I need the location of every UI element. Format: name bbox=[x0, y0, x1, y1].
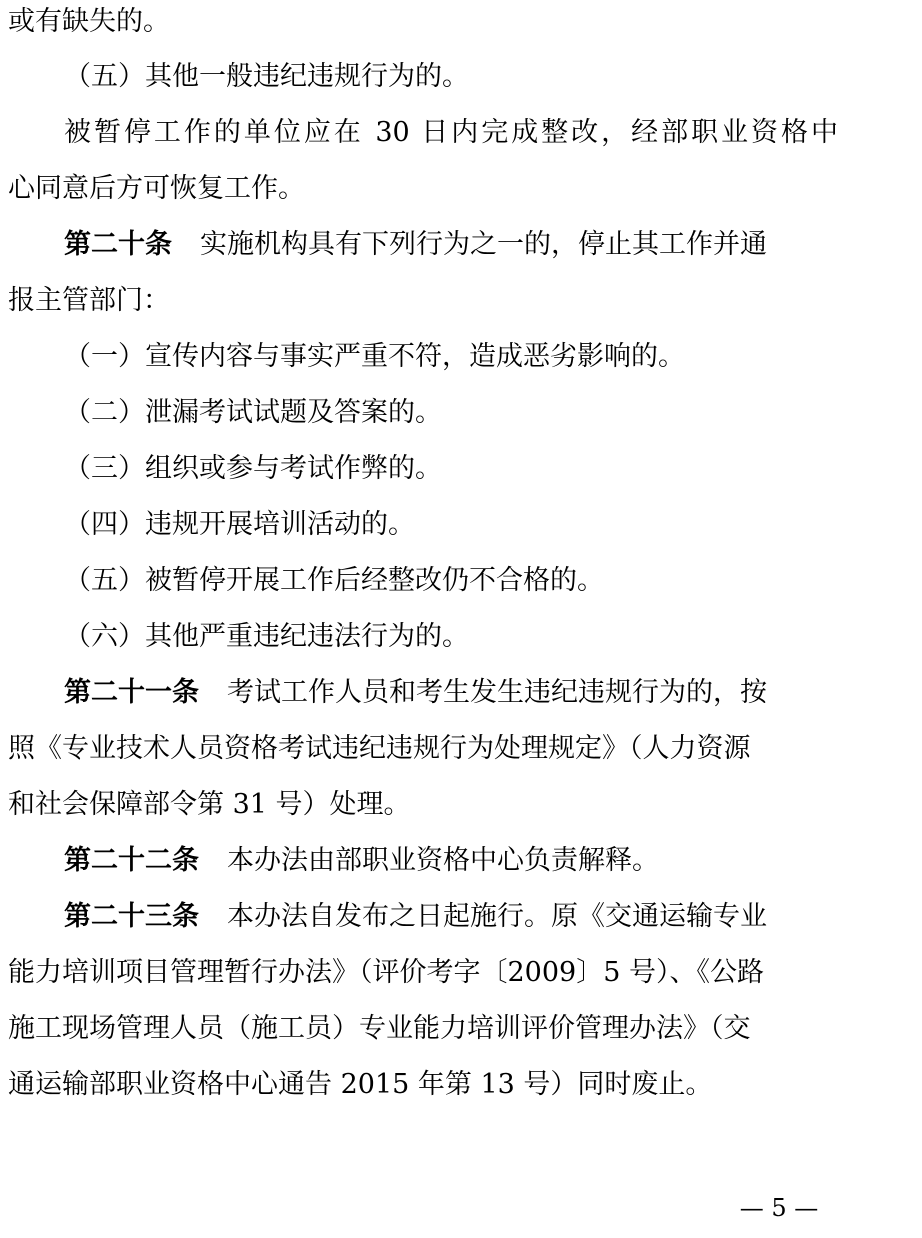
article-text: 实施机构具有下列行为之一的，停止其工作并通 bbox=[200, 229, 767, 260]
article-paragraph bbox=[64, 673, 894, 713]
article-heading: 第二十三条 bbox=[64, 901, 199, 932]
list-item: （六）其他严重违纪违法行为的。 bbox=[64, 621, 469, 652]
article-text: 本办法自发布之日起施行。原《交通运输专业 bbox=[227, 901, 767, 932]
text-line: （五）其他一般违纪违规行为的。 bbox=[64, 61, 469, 92]
article-text: 本办法由部职业资格中心负责解释。 bbox=[227, 845, 659, 876]
text-line: 照《专业技术人员资格考试违纪违规行为处理规定》（人力资源 bbox=[8, 733, 751, 764]
article-heading: 第二十一条 bbox=[64, 677, 199, 708]
text-line: 施工现场管理人员（施工员）专业能力培训评价管理办法》（交 bbox=[8, 1013, 751, 1044]
article-heading: 第二十二条 bbox=[64, 845, 199, 876]
list-item: （三）组织或参与考试作弊的。 bbox=[64, 453, 442, 484]
text-line: 报主管部门： bbox=[8, 285, 170, 316]
text-line: 或有缺失的。 bbox=[8, 6, 170, 37]
article-paragraph bbox=[64, 225, 894, 265]
text-line: 和社会保障部令第 31 号）处理。 bbox=[8, 789, 411, 820]
text-line: 心同意后方可恢复工作。 bbox=[8, 173, 305, 204]
list-item: （二）泄漏考试试题及答案的。 bbox=[64, 397, 442, 428]
text-line: 能力培训项目管理暂行办法》（评价考字〔2009〕5 号）、《公路 bbox=[8, 957, 764, 988]
article-paragraph bbox=[64, 897, 894, 937]
article-heading: 第二十条 bbox=[64, 229, 172, 260]
list-item: （四）违规开展培训活动的。 bbox=[64, 509, 415, 540]
text-line: 通运输部职业资格中心通告 2015 年第 13 号）同时废止。 bbox=[8, 1069, 713, 1100]
article-text: 考试工作人员和考生发生违纪违规行为的，按 bbox=[227, 677, 767, 708]
list-item: （一）宣传内容与事实严重不符，造成恶劣影响的。 bbox=[64, 341, 685, 372]
list-item: （五）被暂停开展工作后经整改仍不合格的。 bbox=[64, 565, 604, 596]
article-paragraph bbox=[64, 841, 894, 881]
text-line: 被暂停工作的单位应在 30 日内完成整改，经部职业资格中 bbox=[64, 117, 838, 148]
page-number: — 5 — bbox=[739, 1194, 819, 1222]
